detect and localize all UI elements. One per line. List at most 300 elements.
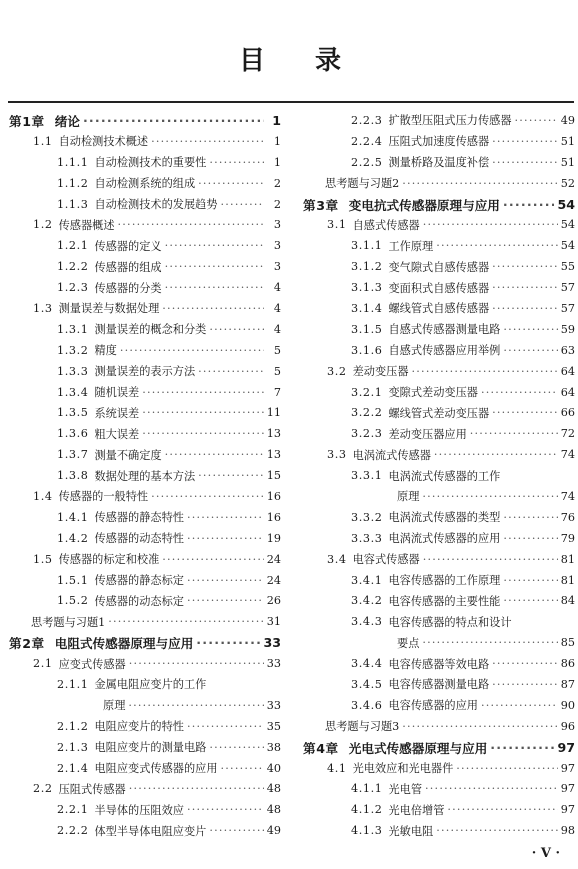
toc-entry-number: 3.3.3 [351, 531, 383, 545]
toc-entry-title: 光电管 [388, 782, 423, 796]
toc-entry[interactable] [9, 340, 281, 361]
toc-entry[interactable] [303, 653, 575, 674]
toc-entry[interactable] [9, 465, 281, 486]
toc-entry[interactable] [303, 549, 575, 570]
toc-entry[interactable] [303, 758, 575, 779]
leader-dots [492, 406, 558, 419]
leader-dots [196, 635, 260, 650]
toc-entry[interactable] [303, 444, 575, 465]
toc-entry[interactable] [9, 423, 281, 444]
toc-entry-page: 33 [266, 698, 281, 712]
toc-entry-page: 52 [560, 176, 575, 190]
leader-dots [209, 156, 264, 169]
leader-dots [436, 239, 558, 252]
leader-dots [412, 365, 558, 378]
leader-dots [423, 553, 558, 566]
toc-entry[interactable] [303, 674, 575, 695]
toc-entry-number: 2.1 [33, 657, 53, 671]
leader-dots [425, 782, 558, 795]
leader-dots [209, 323, 264, 336]
leader-dots [198, 469, 264, 482]
leader-dots [142, 427, 264, 440]
toc-entry-number: 2.2 [33, 782, 53, 796]
toc-entry-title: 电阻应变片的特性 [94, 720, 184, 734]
leader-dots [492, 657, 558, 670]
toc-entry-title: 电容传感器等效电路 [388, 657, 490, 671]
toc-entry[interactable] [303, 173, 575, 194]
toc-entry-number: 3.4.2 [351, 594, 383, 608]
page-number: · V · [531, 846, 560, 861]
toc-right-column [303, 110, 575, 841]
toc-entry-page: 15 [266, 469, 281, 483]
leader-dots [422, 490, 557, 503]
toc-entry-page: 55 [560, 260, 575, 274]
title-divider [8, 101, 574, 103]
toc-chapter-entry[interactable] [303, 194, 575, 215]
toc-entry-page: 24 [266, 573, 281, 587]
toc-entry-number: 第4章 [303, 740, 339, 756]
toc-entry-title: 系统误差 [94, 406, 140, 420]
toc-entry-title: 粗大误差 [94, 427, 140, 441]
toc-entry-page: 49 [560, 113, 575, 127]
toc-entry-page: 74 [560, 489, 575, 503]
toc-entry-page: 24 [266, 552, 281, 566]
toc-entry-number: 1.1.2 [57, 176, 89, 190]
toc-entry-title: 传感器的标定和校准 [58, 553, 160, 567]
leader-dots [162, 553, 263, 566]
toc-entry[interactable] [9, 152, 281, 173]
page-title [0, 40, 578, 77]
toc-entry-page: 54 [560, 239, 575, 253]
toc-entry-page: 57 [560, 281, 575, 295]
toc-entry-title: 传感器的动态标定 [94, 594, 184, 608]
leader-dots [470, 427, 558, 440]
leader-dots [492, 678, 558, 691]
toc-entry-title: 电涡流式传感器的类型 [388, 511, 501, 525]
toc-entry-title: 数据处理的基本方法 [94, 469, 196, 483]
toc-entry-number: 1.2 [33, 218, 53, 232]
leader-dots [187, 594, 264, 607]
toc-entry[interactable] [9, 695, 281, 716]
toc-entry-title: 传感器的分类 [94, 281, 162, 295]
toc-entry-number: 1.4.1 [57, 510, 89, 524]
toc-entry[interactable] [9, 653, 281, 674]
toc-entry[interactable] [9, 277, 281, 298]
leader-dots [402, 720, 558, 733]
toc-entry-page: 3 [273, 239, 281, 253]
toc-entry[interactable] [9, 194, 281, 215]
toc-entry-number: 3.3 [327, 448, 347, 462]
toc-entry-number: 1.2.2 [57, 260, 89, 274]
toc-entry-number: 1.5.2 [57, 594, 89, 608]
toc-entry[interactable] [303, 402, 575, 423]
toc-entry-number: 1.3.6 [57, 427, 89, 441]
toc-entry-page: 2 [273, 176, 281, 190]
toc-entry-title: 传感器的一般特性 [58, 490, 149, 504]
toc-entry-number: 1.5 [33, 552, 53, 566]
leader-dots [492, 135, 558, 148]
toc-entry[interactable] [9, 674, 281, 695]
leader-dots [187, 532, 264, 545]
toc-entry-page: 4 [273, 281, 281, 295]
toc-entry-title: 电容传感器的主要性能 [388, 594, 501, 608]
toc-entry-number: 1.1 [33, 134, 53, 148]
toc-chapter-entry[interactable] [9, 632, 281, 653]
toc-entry-page: 33 [266, 657, 281, 671]
toc-entry[interactable] [9, 173, 281, 194]
toc-entry-page: 1 [272, 112, 281, 128]
toc-entry-title: 变面积式自感传感器 [388, 281, 490, 295]
toc-entry-page: 86 [560, 657, 575, 671]
toc-entry[interactable] [9, 298, 281, 319]
toc-entry-number: 3.1.5 [351, 322, 383, 336]
toc-entry[interactable] [9, 444, 281, 465]
toc-entry[interactable] [9, 486, 281, 507]
toc-entry-page: 57 [560, 301, 575, 315]
toc-entry-title: 思考题与习题1 [31, 615, 106, 629]
leader-dots [503, 574, 557, 587]
toc-entry-title: 传感器的静态特性 [94, 511, 184, 525]
toc-entry-title: 压阻式加速度传感器 [388, 135, 490, 149]
toc-entry[interactable] [9, 131, 281, 152]
leader-dots [447, 803, 557, 816]
toc-entry-number: 第3章 [303, 197, 339, 213]
toc-entry-page: 90 [560, 698, 575, 712]
leader-dots [142, 386, 264, 399]
leader-dots [456, 762, 557, 775]
toc-entry-title: 变电抗式传感器原理与应用 [348, 197, 500, 213]
toc-entry-number: 4.1.2 [351, 803, 383, 817]
leader-dots [151, 135, 264, 148]
toc-entry-title: 变隙式差动变压器 [388, 386, 478, 400]
toc-entry-title: 要点 [397, 636, 420, 650]
toc-entry-title: 电容式传感器 [352, 553, 420, 567]
toc-entry-number: 3.1.3 [351, 281, 383, 295]
toc-entry[interactable] [303, 632, 575, 653]
toc-entry-title: 原理 [397, 490, 420, 504]
toc-entry[interactable] [303, 152, 575, 173]
toc-entry-title: 随机误差 [94, 386, 140, 400]
title-char-2: 录 [315, 46, 342, 76]
toc-entry[interactable] [9, 235, 281, 256]
toc-entry[interactable] [303, 465, 575, 486]
toc-entry-number: 4.1.3 [351, 824, 383, 838]
toc-entry-page: 1 [273, 134, 281, 148]
toc-entry[interactable] [303, 382, 575, 403]
toc-entry-title: 应变式传感器 [58, 657, 126, 671]
toc-entry-page: 31 [266, 615, 281, 629]
toc-entry-title: 半导体的压阻效应 [94, 803, 184, 817]
toc-entry-page: 48 [266, 782, 281, 796]
toc-entry-title: 传感器概述 [58, 218, 115, 232]
toc-entry[interactable] [9, 611, 281, 632]
toc-entry-page: 33 [263, 635, 281, 651]
toc-entry-number: 1.3.4 [57, 385, 89, 399]
toc-entry-number: 2.2.1 [57, 803, 89, 817]
toc-entry[interactable] [9, 820, 281, 841]
toc-entry-number: 3.4.4 [351, 657, 383, 671]
toc-entry-number: 3.4.1 [351, 573, 383, 587]
toc-entry-page: 97 [560, 761, 575, 775]
toc-entry[interactable] [9, 382, 281, 403]
toc-entry-page: 48 [266, 803, 281, 817]
toc-entry[interactable] [9, 758, 281, 779]
toc-entry-number: 1.3.5 [57, 406, 89, 420]
toc-entry-page: 87 [560, 677, 575, 691]
toc-left-column [9, 110, 281, 841]
leader-dots [221, 762, 264, 775]
toc-entry[interactable] [303, 131, 575, 152]
leader-dots [165, 281, 264, 294]
toc-entry[interactable] [303, 507, 575, 528]
toc-entry-title: 扩散型压阻式压力传感器 [388, 114, 512, 128]
toc-entry[interactable] [303, 590, 575, 611]
toc-entry-title: 电阻应变式传感器的应用 [94, 762, 218, 776]
toc-entry-page: 97 [560, 782, 575, 796]
toc-entry-title: 思考题与习题3 [325, 720, 400, 734]
toc-entry-number: 3.1.4 [351, 301, 383, 315]
leader-dots [165, 239, 264, 252]
leader-dots [209, 824, 263, 837]
toc-entry-number: 2.1.2 [57, 719, 89, 733]
leader-dots [422, 636, 557, 649]
leader-dots [492, 302, 558, 315]
toc-entry[interactable] [303, 340, 575, 361]
toc-entry[interactable] [303, 611, 575, 632]
toc-entry[interactable] [9, 590, 281, 611]
toc-entry-number: 1.3.2 [57, 343, 89, 357]
toc-entry-title: 自感式传感器应用举例 [388, 344, 501, 358]
toc-entry[interactable] [303, 695, 575, 716]
toc-entry-page: 51 [560, 134, 575, 148]
leader-dots [162, 302, 264, 315]
toc-entry-number: 3.2.1 [351, 385, 383, 399]
toc-chapter-entry[interactable] [303, 737, 575, 758]
toc-entry-number: 1.1.3 [57, 197, 89, 211]
toc-entry-title: 体型半导体电阻应变片 [94, 824, 207, 838]
toc-entry-title: 自动检测技术的发展趋势 [94, 198, 218, 211]
toc-entry-page: 54 [560, 218, 575, 232]
toc-entry[interactable] [303, 214, 575, 235]
toc-entry[interactable] [9, 507, 281, 528]
toc-entry[interactable] [9, 737, 281, 758]
toc-entry-page: 1 [273, 155, 281, 169]
toc-entry-page: 59 [560, 322, 575, 336]
leader-dots [481, 386, 558, 399]
toc-entry[interactable] [303, 361, 575, 382]
leader-dots [187, 720, 264, 733]
toc-entry-number: 2.1.3 [57, 740, 89, 754]
leader-dots [198, 177, 264, 190]
toc-entry-number: 1.3.8 [57, 469, 89, 483]
toc-entry-page: 64 [560, 385, 575, 399]
toc-entry-title: 电容传感器的应用 [388, 699, 478, 713]
toc-entry-title: 原理 [103, 699, 126, 713]
toc-entry-number: 3.1 [327, 218, 347, 232]
toc-entry-title: 传感器的动态特性 [94, 532, 184, 546]
toc-entry-title: 测量不确定度 [94, 448, 162, 462]
toc-entry-title: 电涡流式传感器的应用 [388, 532, 501, 546]
toc-entry-title: 金属电阻应变片的工作 [94, 678, 207, 692]
toc-entry[interactable] [303, 570, 575, 591]
toc-entry[interactable] [9, 402, 281, 423]
toc-entry[interactable] [303, 277, 575, 298]
leader-dots [503, 594, 557, 607]
toc-entry[interactable] [303, 319, 575, 340]
toc-entry[interactable] [303, 799, 575, 820]
toc-entry-page: 5 [273, 343, 281, 357]
leader-dots [492, 156, 558, 169]
leader-dots [209, 741, 263, 754]
toc-entry-title: 螺线管式差动变压器 [388, 406, 490, 420]
leader-dots [187, 803, 264, 816]
toc-entry[interactable] [9, 319, 281, 340]
toc-entry[interactable] [303, 716, 575, 737]
toc-entry-number: 2.2.3 [351, 113, 383, 127]
toc-entry-page: 54 [557, 196, 575, 212]
toc-entry[interactable] [9, 361, 281, 382]
toc-entry-title: 自感式传感器 [352, 218, 420, 232]
toc-entry-title: 光电倍增管 [388, 803, 445, 817]
leader-dots [503, 344, 557, 357]
toc-entry-number: 3.1.6 [351, 343, 383, 357]
leader-dots [108, 615, 264, 628]
toc-entry-number: 3.4.6 [351, 698, 383, 712]
toc-entry-number: 3.3.1 [351, 469, 383, 483]
toc-entry-title: 精度 [94, 344, 117, 358]
leader-dots [492, 260, 558, 273]
leader-dots [198, 365, 264, 378]
toc-entry[interactable] [303, 423, 575, 444]
toc-entry-number: 2.2.4 [351, 134, 383, 148]
toc-entry[interactable] [303, 256, 575, 277]
toc-entry-page: 11 [266, 406, 281, 420]
toc-entry-page: 35 [266, 719, 281, 733]
toc-entry[interactable] [303, 528, 575, 549]
leader-dots [165, 260, 264, 273]
toc-entry-page: 4 [273, 301, 281, 315]
leader-dots [83, 113, 264, 128]
toc-entry-page: 7 [273, 385, 281, 399]
toc-entry[interactable] [303, 298, 575, 319]
toc-entry[interactable] [303, 820, 575, 841]
toc-entry-page: 3 [273, 218, 281, 232]
toc-entry-title: 螺线管式自感传感器 [388, 302, 490, 316]
toc-entry-number: 3.1.2 [351, 260, 383, 274]
toc-entry-title: 传感器的组成 [94, 260, 162, 274]
toc-entry-page: 97 [557, 739, 575, 755]
toc-entry[interactable] [9, 528, 281, 549]
leader-dots [515, 114, 558, 127]
leader-dots [503, 532, 557, 545]
leader-dots [221, 198, 264, 211]
leader-dots [118, 218, 264, 231]
toc-entry[interactable] [9, 214, 281, 235]
toc-entry-page: 5 [273, 364, 281, 378]
toc-entry-page: 97 [560, 803, 575, 817]
toc-chapter-entry[interactable] [9, 110, 281, 131]
toc-entry-title: 电容传感器的工作原理 [388, 574, 501, 588]
leader-dots [128, 699, 263, 712]
toc-entry-page: 16 [266, 510, 281, 524]
toc-entry-page: 81 [560, 552, 575, 566]
toc-entry-page: 66 [560, 406, 575, 420]
toc-entry[interactable] [303, 235, 575, 256]
toc-entry-number: 3.4.3 [351, 615, 383, 629]
toc-entry-number: 3.2.3 [351, 427, 383, 441]
toc-entry-page: 38 [266, 740, 281, 754]
toc-entry-page: 81 [560, 573, 575, 587]
toc-entry-page: 3 [273, 260, 281, 274]
toc-entry-page: 51 [560, 155, 575, 169]
toc-entry-number: 1.3 [33, 301, 53, 315]
leader-dots [434, 448, 558, 461]
toc-entry-title: 测量误差的概念和分类 [94, 323, 207, 337]
toc-entry-title: 传感器的静态标定 [94, 574, 184, 588]
toc-entry-title: 工作原理 [388, 239, 434, 253]
toc-entry[interactable] [9, 549, 281, 570]
leader-dots [492, 281, 558, 294]
toc-entry[interactable] [303, 486, 575, 507]
toc-entry-number: 第2章 [9, 636, 45, 652]
leader-dots [187, 511, 264, 524]
toc-entry-title: 电阻式传感器原理与应用 [54, 636, 194, 652]
toc-entry-page: 40 [266, 761, 281, 775]
toc-entry[interactable] [303, 110, 575, 131]
toc-entry-title: 光电式传感器原理与应用 [348, 740, 488, 756]
toc-entry-number: 3.1.1 [351, 239, 383, 253]
toc-entry[interactable] [9, 716, 281, 737]
leader-dots [503, 323, 557, 336]
toc-entry[interactable] [9, 256, 281, 277]
toc-entry-page: 19 [266, 531, 281, 545]
toc-entry[interactable] [9, 779, 281, 800]
toc-entry-number: 2.2.2 [57, 824, 89, 838]
toc-entry-page: 98 [560, 824, 575, 838]
toc-entry-title: 自感式传感器测量电路 [388, 323, 501, 337]
toc-entry-number: 3.2.2 [351, 406, 383, 420]
toc-entry-title: 差动变压器 [352, 365, 409, 379]
toc-entry-title: 电阻应变片的测量电路 [94, 741, 207, 755]
toc-entry[interactable] [303, 779, 575, 800]
leader-dots [151, 490, 264, 503]
toc-entry-number: 2.1.1 [57, 677, 89, 691]
toc-entry-page: 2 [273, 197, 281, 211]
toc-entry-page: 13 [266, 448, 281, 462]
toc-entry-page: 26 [266, 594, 281, 608]
toc-entry-title: 光敏电阻 [388, 824, 434, 838]
toc-entry-title: 自动检测系统的组成 [94, 177, 196, 191]
toc-entry-title: 压阻式传感器 [58, 782, 126, 796]
toc-entry[interactable] [9, 799, 281, 820]
toc-entry-title: 思考题与习题2 [325, 177, 400, 191]
toc-entry-title: 测量误差的表示方法 [94, 365, 196, 379]
toc-entry-page: 63 [560, 343, 575, 357]
toc-entry-title: 电容传感器测量电路 [388, 678, 490, 692]
toc-entry-number: 第1章 [9, 113, 45, 129]
toc-entry-page: 84 [560, 594, 575, 608]
toc-entry-number: 1.3.3 [57, 364, 89, 378]
leader-dots [187, 574, 264, 587]
leader-dots [165, 448, 264, 461]
toc-entry-title: 自动检测技术概述 [58, 135, 149, 149]
toc-entry-number: 3.4 [327, 552, 347, 566]
toc-entry[interactable] [9, 570, 281, 591]
toc-entry-page: 76 [560, 510, 575, 524]
toc-entry-page: 13 [266, 427, 281, 441]
toc-entry-number: 3.3.2 [351, 510, 383, 524]
toc-entry-page: 74 [560, 448, 575, 462]
